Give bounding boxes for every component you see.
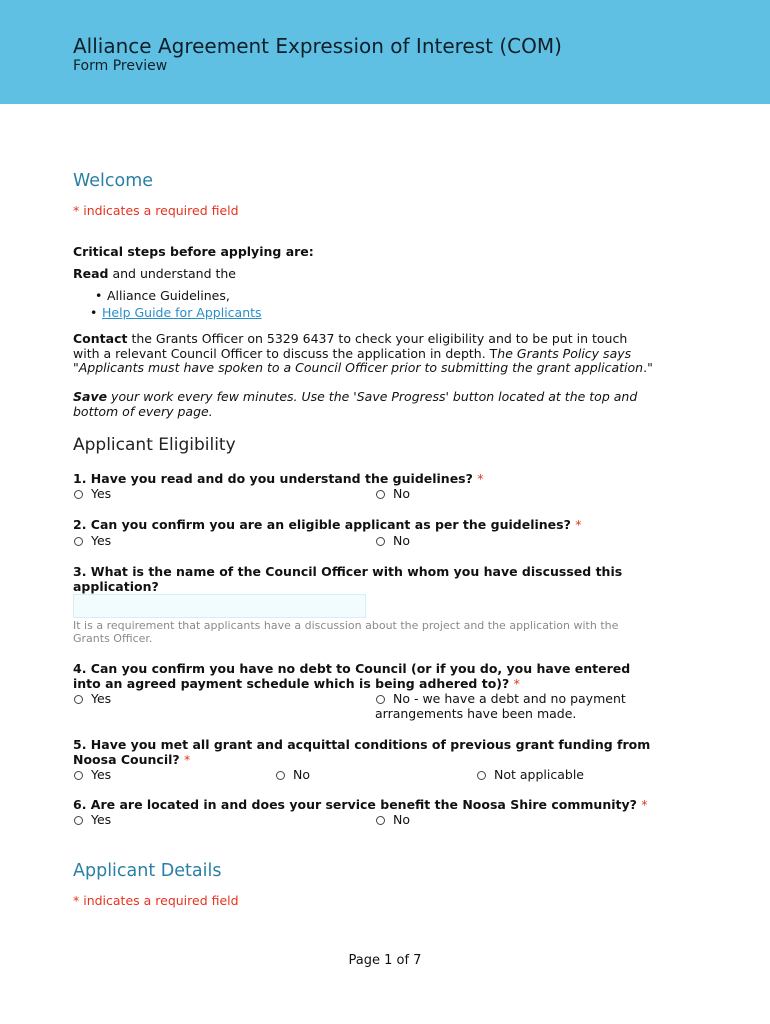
q6-option-yes[interactable]	[73, 813, 111, 828]
question-5-line1: 5. Have you met all grant and acquittal conditions of previous grant funding from	[73, 737, 651, 752]
question-3	[73, 565, 673, 594]
help-guide-link[interactable]: Help Guide for Applicants	[102, 305, 262, 320]
q5-option-no[interactable]	[275, 768, 310, 783]
hint-line2: Grants Officer.	[73, 631, 153, 645]
question-2	[73, 518, 673, 533]
question-2-text: 2. Can you confirm you are an eligible applicant as per the guidelines?	[73, 517, 571, 532]
question-5	[73, 738, 673, 767]
q4-option-no[interactable]	[375, 692, 626, 721]
q1-option-no[interactable]	[375, 487, 410, 502]
question-6-text: 6. Are are located in and does your service benefit the Noosa Shire community?	[73, 797, 637, 812]
form-subtitle: Form Preview	[73, 58, 168, 74]
radio-icon[interactable]	[376, 695, 385, 704]
option-label: Yes	[91, 486, 112, 501]
required-note: * indicates a required field	[73, 203, 239, 218]
save-paragraph	[73, 390, 673, 419]
required-star: *	[477, 471, 484, 486]
option-label-line2: arrangements have been made.	[375, 705, 577, 721]
required-star: *	[513, 675, 520, 691]
page-number: Page 1 of 7	[348, 953, 422, 968]
header-banner	[0, 0, 770, 104]
contact-bold: Contact	[73, 331, 128, 346]
question-5-line2: Noosa Council?	[73, 751, 180, 767]
contact-line2: with a relevant Council Officer to discuss the application in depth. T	[73, 345, 498, 361]
q2-option-yes[interactable]	[73, 534, 111, 549]
required-star: *	[575, 517, 582, 532]
details-heading: Applicant Details	[73, 861, 222, 881]
eligibility-heading: Applicant Eligibility	[73, 435, 236, 455]
radio-icon[interactable]	[376, 537, 385, 546]
question-1	[73, 472, 673, 487]
q1-option-yes[interactable]	[73, 487, 111, 502]
contact-line1: the Grants Officer on 5329 6437 to check your eligibility and to be put in touch	[127, 331, 628, 346]
q5-option-yes[interactable]	[73, 768, 111, 783]
option-label: No	[293, 767, 310, 782]
radio-icon[interactable]	[74, 695, 83, 704]
radio-icon[interactable]	[376, 816, 385, 825]
q5-option-not-applicable[interactable]	[476, 768, 584, 783]
q4-option-yes[interactable]	[73, 692, 111, 707]
contact-line3-end: ."	[643, 360, 653, 376]
option-label-line1: No - we have a debt and no payment	[393, 691, 626, 706]
option-label: Not applicable	[494, 767, 584, 782]
radio-icon[interactable]	[74, 537, 83, 546]
option-label: No	[393, 533, 410, 548]
question-3-hint	[73, 620, 673, 645]
read-rest: and understand the	[108, 266, 236, 281]
question-4-line2: into an agreed payment schedule which is being adhered to)?	[73, 675, 510, 691]
radio-icon[interactable]	[74, 490, 83, 499]
option-label: Yes	[91, 533, 112, 548]
hint-line1: It is a requirement that applicants have a discussion about the project and the application with the	[73, 619, 619, 632]
save-line2: bottom of every page.	[73, 403, 213, 419]
council-officer-input[interactable]	[73, 594, 366, 618]
read-bold: Read	[73, 266, 109, 281]
q2-option-no[interactable]	[375, 534, 410, 549]
question-3-line2: application?	[73, 578, 159, 594]
contact-line3-italic: "Applicants must have spoken to a Council Officer prior to submitting the grant application	[73, 360, 644, 376]
q6-option-no[interactable]	[375, 813, 410, 828]
option-label: No	[393, 486, 410, 501]
radio-icon[interactable]	[376, 490, 385, 499]
question-6	[73, 798, 673, 813]
welcome-heading: Welcome	[73, 171, 154, 191]
option-label: No	[393, 812, 410, 827]
contact-paragraph	[73, 332, 673, 376]
details-required-note: * indicates a required field	[73, 893, 239, 908]
question-1-text: 1. Have you read and do you understand the guidelines?	[73, 471, 473, 486]
question-4-line1: 4. Can you confirm you have no debt to Council (or if you do, you have entered	[73, 661, 631, 676]
read-line	[73, 267, 236, 282]
bullet-guidelines: • Alliance Guidelines,	[107, 289, 230, 304]
save-line1: your work every few minutes. Use the 'Save Progress' button located at the top and	[107, 389, 638, 404]
option-label: Yes	[91, 767, 112, 782]
option-label: Yes	[91, 691, 112, 706]
question-4	[73, 662, 673, 691]
radio-icon[interactable]	[276, 771, 285, 780]
bullet-help-guide[interactable]	[102, 306, 262, 321]
form-title: Alliance Agreement Expression of Interest (COM)	[73, 34, 562, 58]
critical-steps-heading: Critical steps before applying are:	[73, 244, 314, 259]
question-3-line1: 3. What is the name of the Council Officer with whom you have discussed this	[73, 564, 623, 579]
option-label: Yes	[91, 812, 112, 827]
required-star: *	[641, 797, 648, 812]
radio-icon[interactable]	[477, 771, 486, 780]
required-star: *	[184, 751, 191, 767]
option-label	[375, 691, 626, 721]
radio-icon[interactable]	[74, 771, 83, 780]
contact-line2-italic: he Grants Policy says	[497, 345, 632, 361]
save-bold: Save	[73, 389, 108, 404]
radio-icon[interactable]	[74, 816, 83, 825]
